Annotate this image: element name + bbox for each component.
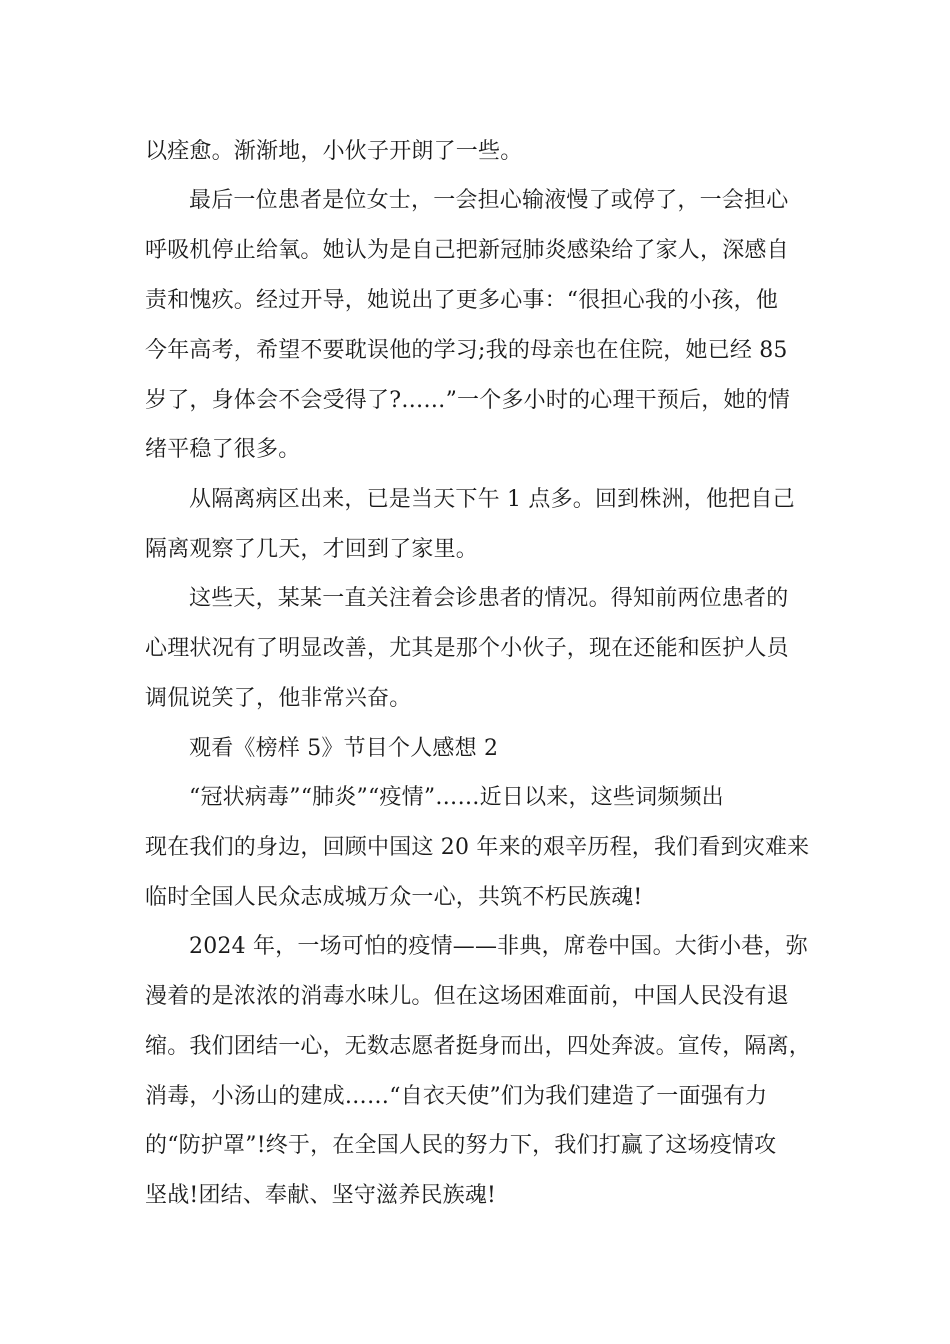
text-line: “冠状病毒”“肺炎”“疫情”……近日以来，这些词频频出 (189, 785, 724, 810)
text-line: 这些天，某某一直关注着会诊患者的情况。得知前两位患者的 (189, 586, 789, 611)
section-heading: 观看《榜样 5》节目个人感想 2 (189, 736, 499, 761)
text-line: 的“防护罩”!终于，在全国人民的努力下，我们打赢了这场疫情攻 (145, 1133, 777, 1158)
text-line: 心理状况有了明显改善，尤其是那个小伙子，现在还能和医护人员 (145, 636, 789, 661)
text-line: 2024 年，一场可怕的疫情——非典，席卷中国。大街小巷，弥 (189, 934, 808, 959)
text-line: 缩。我们团结一心，无数志愿者挺身而出，四处奔波。宣传，隔离， (145, 1034, 812, 1059)
text-line: 今年高考，希望不要耽误他的学习;我的母亲也在住院，她已经 85 (145, 338, 788, 363)
text-line: 岁了，身体会不会受得了?……”一个多小时的心理干预后，她的情 (145, 388, 791, 413)
text-line: 最后一位患者是位女士，一会担心输液慢了或停了，一会担心 (189, 188, 789, 213)
text-line: 责和愧疚。经过开导，她说出了更多心事：“很担心我的小孩，他 (145, 288, 779, 313)
text-line: 隔离观察了几天，才回到了家里。 (145, 537, 479, 562)
text-line: 以痊愈。渐渐地，小伙子开朗了一些。 (145, 139, 523, 164)
text-line: 漫着的是浓浓的消毒水味儿。但在这场困难面前，中国人民没有退 (145, 984, 789, 1009)
text-line: 绪平稳了很多。 (145, 437, 301, 462)
text-line: 从隔离病区出来，已是当天下午 1 点多。回到株洲，他把自己 (189, 487, 795, 512)
text-line: 调侃说笑了，他非常兴奋。 (145, 686, 412, 711)
text-line: 消毒，小汤山的建成……“自衣天使”们为我们建造了一面强有力 (145, 1084, 768, 1109)
text-line: 坚战!团结、奉献、坚守滋养民族魂! (145, 1183, 497, 1208)
text-line: 临时全国人民众志成城万众一心，共筑不朽民族魂! (145, 885, 643, 910)
text-line: 呼吸机停止给氧。她认为是自己把新冠肺炎感染给了家人，深感自 (145, 238, 789, 263)
text-line: 现在我们的身边，回顾中国这 20 年来的艰辛历程，我们看到灾难来 (145, 835, 810, 860)
